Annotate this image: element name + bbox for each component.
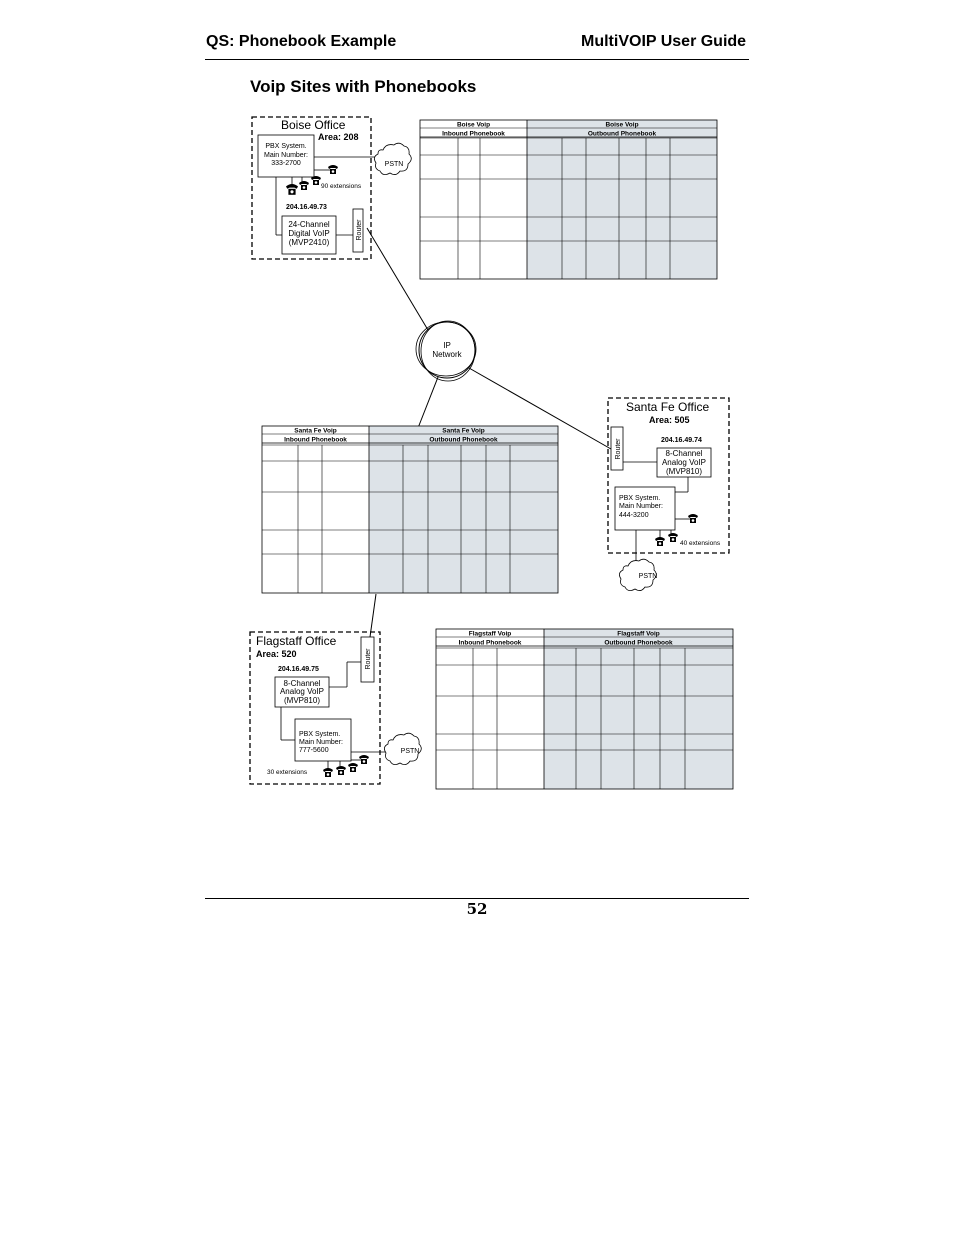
- ip-network-cloud: [416, 321, 476, 381]
- phone-icon: [311, 176, 321, 185]
- boise-office-name: Boise Office: [281, 118, 346, 132]
- phone-icon: [328, 165, 338, 174]
- flagstaff-outbound-subtitle: Outbound Phonebook: [604, 639, 673, 647]
- boise-inbound-subtitle: Inbound Phonebook: [442, 130, 505, 138]
- header-right: MultiVOIP User Guide: [581, 33, 747, 50]
- flagstaff-pbx-line3: 777-5600: [299, 747, 329, 754]
- phone-icon: [348, 763, 358, 772]
- page-number: 52: [466, 900, 488, 918]
- flagstaff-pbx-line1: PBX System.: [299, 731, 341, 738]
- boise-router-label: Router: [356, 219, 363, 241]
- boise-voip-line1: 24-Channel: [288, 220, 330, 229]
- santafe-extensions: 40 extensions: [680, 540, 721, 547]
- santafe-pbx-line3: 444-3200: [619, 512, 649, 519]
- flagstaff-pbx-line2: Main Number:: [299, 739, 343, 746]
- ip-network-label-1: IP: [443, 341, 451, 350]
- flagstaff-office-name: Flagstaff Office: [256, 634, 337, 648]
- santafe-voip-line3: (MVP810): [665, 467, 703, 476]
- santafe-inbound-title: Santa Fe Voip: [294, 427, 337, 435]
- phone-icon: [299, 181, 309, 190]
- flagstaff-site: [250, 632, 421, 784]
- flagstaff-inbound-subtitle: Inbound Phonebook: [458, 639, 522, 647]
- footer-rule: [205, 898, 749, 899]
- header-left: QS: Phonebook Example: [206, 33, 397, 50]
- boise-pstn-cloud: [374, 143, 411, 174]
- santafe-router-label: Router: [615, 438, 622, 460]
- santafe-inbound-subtitle: Inbound Phonebook: [284, 436, 347, 444]
- boise-voip-line3: (MVP2410): [288, 238, 330, 247]
- flagstaff-voip-line1: 8-Channel: [283, 679, 321, 688]
- flagstaff-voip-line3: (MVP810): [283, 696, 321, 705]
- santafe-pbx-line2: Main Number:: [619, 503, 663, 510]
- santafe-voip-line1: 8-Channel: [665, 449, 703, 458]
- santafe-outbound-subtitle: Outbound Phonebook: [429, 436, 498, 444]
- santafe-phonebook-table: [262, 426, 558, 593]
- phone-icon: [323, 768, 333, 777]
- boise-pbx-line3: 333-2700: [271, 160, 301, 167]
- flagstaff-area: Area: 520: [256, 649, 297, 659]
- phone-icon: [359, 755, 369, 764]
- santafe-outbound-title: Santa Fe Voip: [442, 427, 485, 435]
- santafe-pbx-line1: PBX System.: [619, 495, 661, 502]
- santafe-ip: 204.16.49.74: [661, 437, 702, 444]
- boise-pbx-line2: Main Number:: [264, 152, 308, 159]
- boise-site: [252, 117, 411, 259]
- boise-pbx-line1: PBX System.: [265, 143, 307, 150]
- ip-network-label-2: Network: [432, 350, 462, 359]
- flagstaff-inbound-title: Flagstaff Voip: [468, 630, 512, 638]
- phone-icon: [336, 766, 346, 775]
- phone-icon: [688, 514, 698, 523]
- boise-ip: 204.16.49.73: [286, 204, 327, 211]
- flagstaff-extensions: 30 extensions: [267, 769, 308, 776]
- phone-icon: [286, 184, 298, 195]
- flagstaff-pstn-label: PSTN: [400, 748, 420, 755]
- flagstaff-outbound-title: Flagstaff Voip: [617, 630, 660, 638]
- santafe-site: [608, 398, 729, 591]
- flagstaff-router-label: Router: [365, 648, 372, 670]
- boise-outbound-title: Boise Voip: [605, 121, 639, 129]
- santafe-pstn-label: PSTN: [638, 573, 658, 580]
- flagstaff-phonebook-table: [436, 629, 733, 789]
- boise-pstn-label: PSTN: [384, 161, 404, 168]
- boise-outbound-subtitle: Outbound Phonebook: [587, 130, 657, 138]
- phone-icon: [668, 533, 678, 542]
- boise-inbound-title: Boise Voip: [456, 121, 491, 129]
- section-title: Voip Sites with Phonebooks: [250, 77, 477, 96]
- flagstaff-ip: 204.16.49.75: [278, 666, 319, 673]
- phone-icon: [655, 537, 665, 546]
- boise-voip-line2: Digital VoIP: [288, 229, 330, 238]
- boise-phonebook-table: [420, 120, 717, 279]
- santafe-area: Area: 505: [649, 415, 690, 425]
- boise-extensions: 90 extensions: [321, 183, 362, 190]
- flagstaff-voip-line2: Analog VoIP: [279, 687, 325, 696]
- santafe-office-name: Santa Fe Office: [626, 400, 710, 414]
- boise-area: Area: 208: [318, 132, 359, 142]
- santafe-voip-line2: Analog VoIP: [661, 458, 707, 467]
